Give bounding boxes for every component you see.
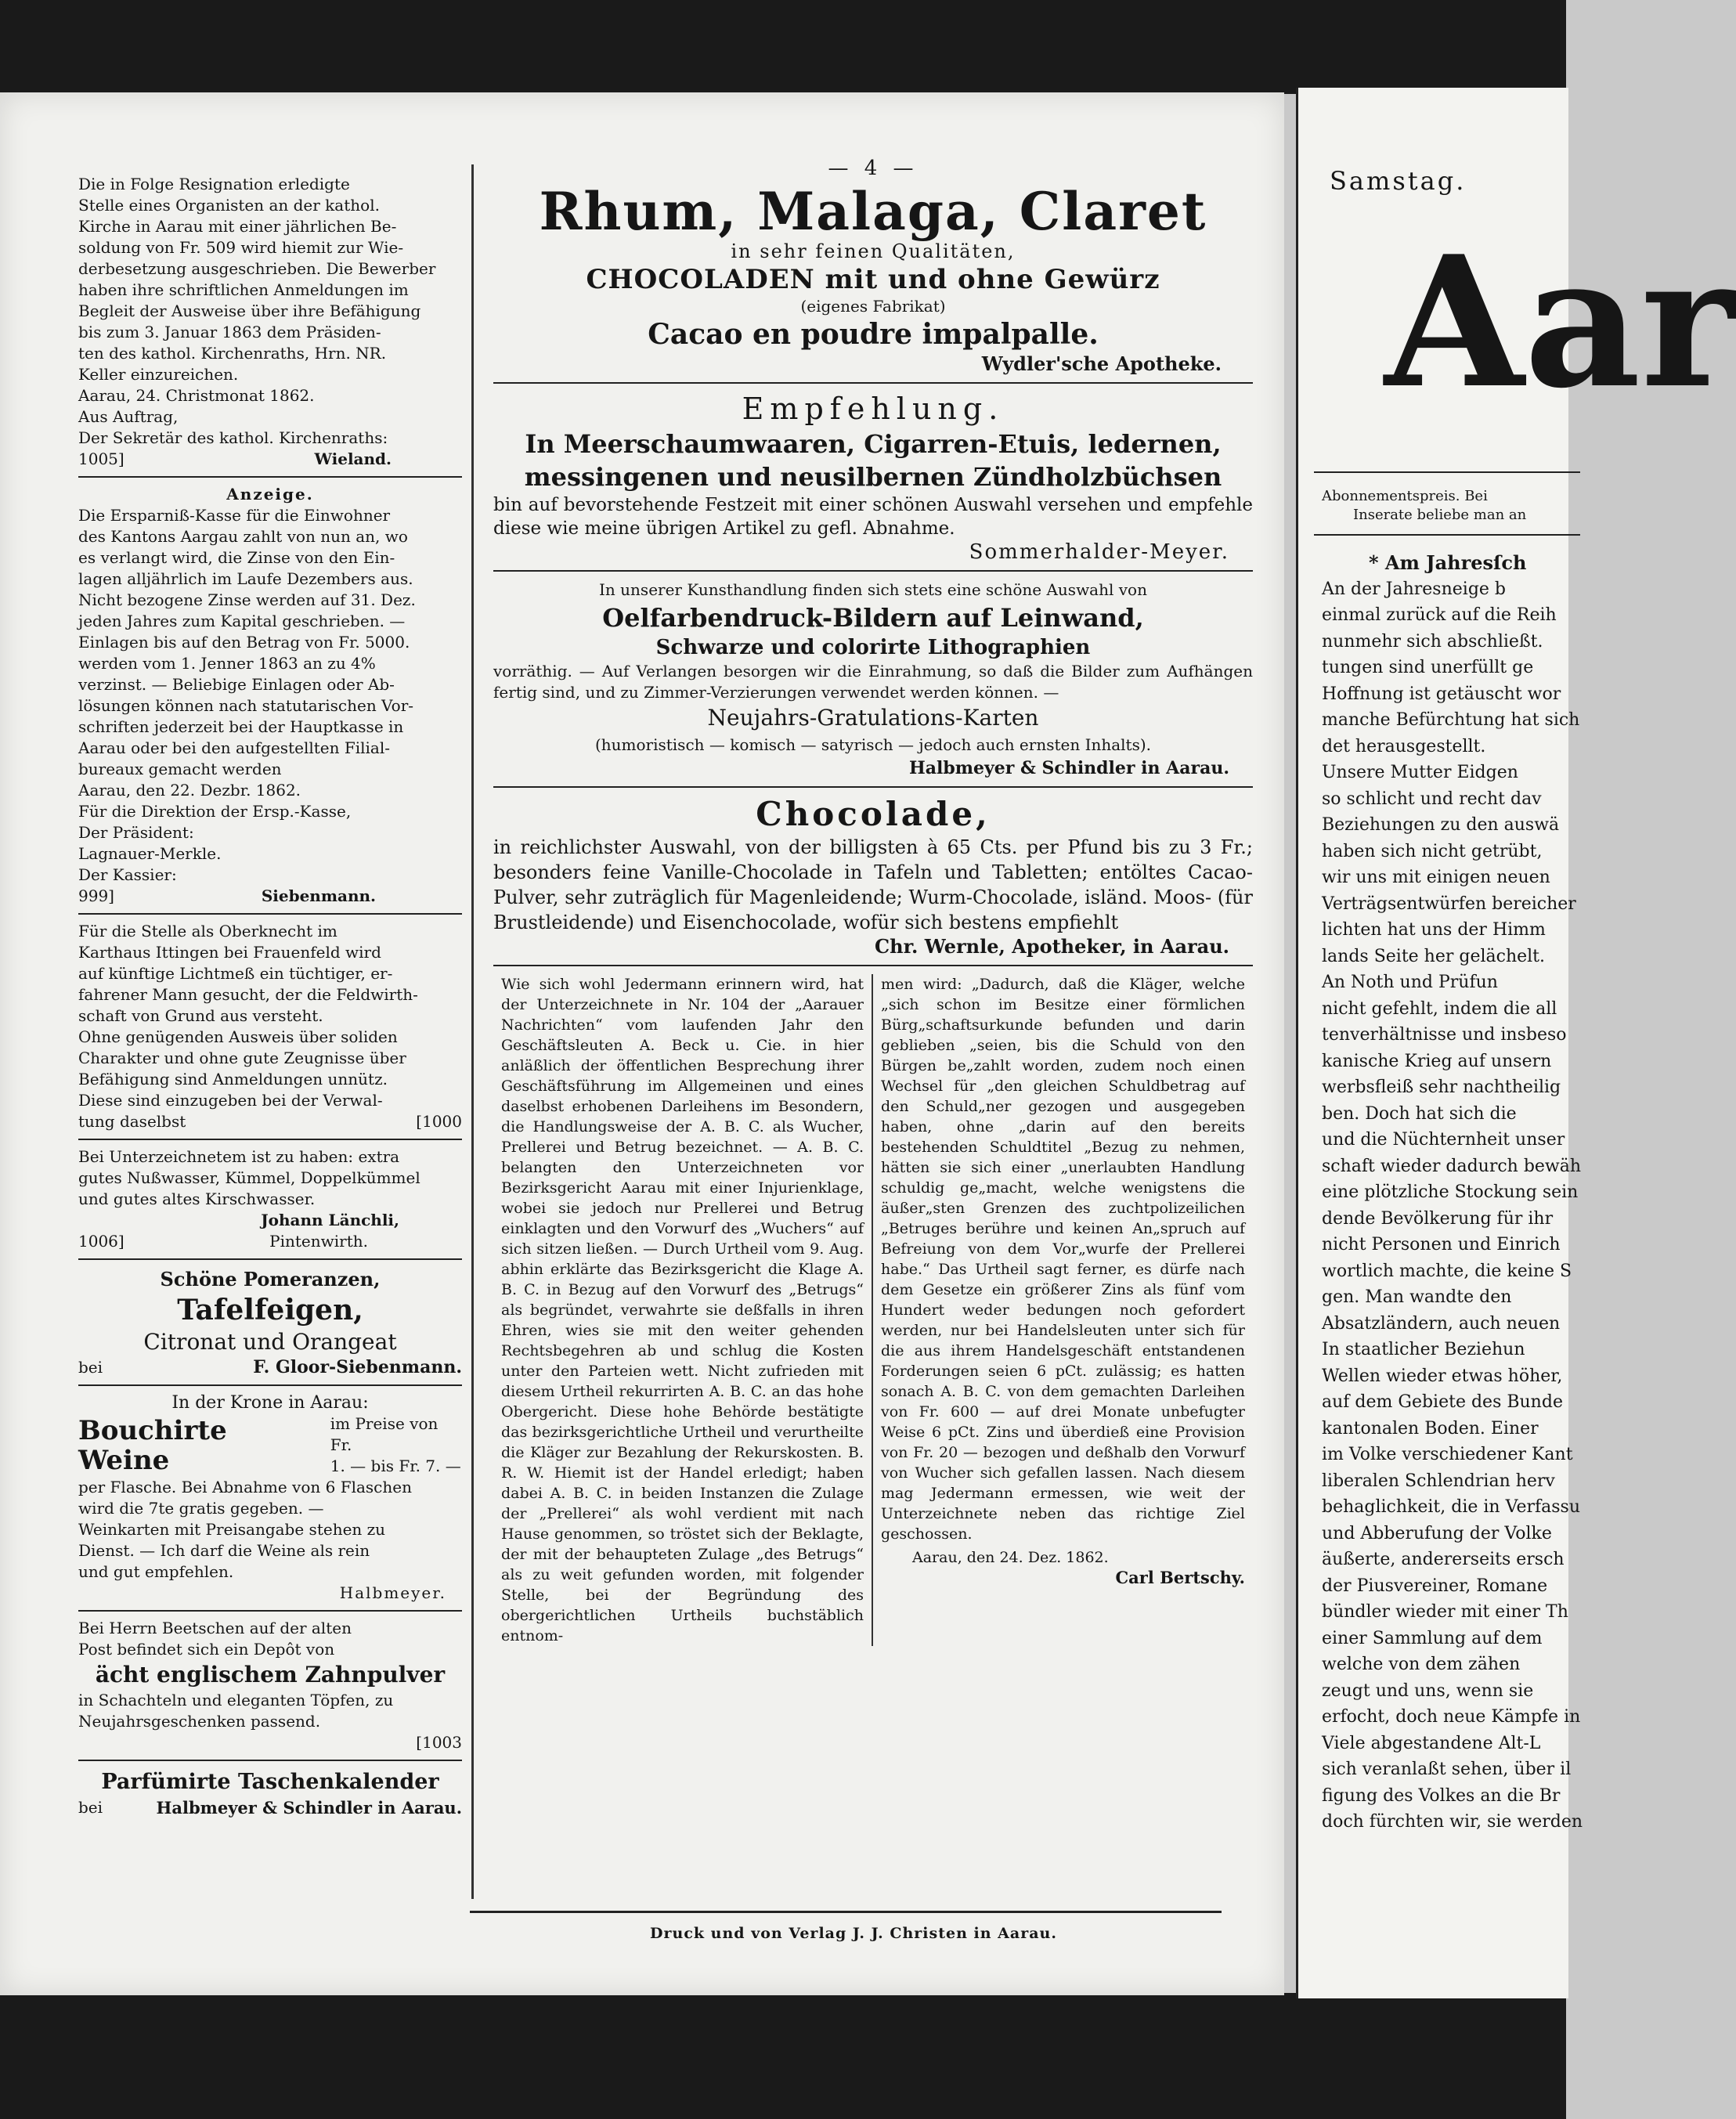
text-line: und gutes altes Kirschwasser. <box>78 1189 316 1208</box>
ad-body: in reichlichster Auswahl, von der billigsten à 65 Cts. per Pfund bis zu 3 Fr.; besonders feine Vanille-Chocolade in Tafeln und Tabletten; entöltes Cacao-Pulver, sehr zuträglich für Magenleidende; Wurm-Chocolade, isländ. Moos- (für Brustleidende) und Eisenchocolade, wofür sich bestens empfiehlt <box>493 836 1253 933</box>
ad-line: (eigenes Fabrikat) <box>800 297 946 316</box>
text-line: Lagnauer-Merkle. <box>78 844 222 863</box>
masthead-rule <box>1314 471 1580 473</box>
text-line: liberalen Schlendrian herv <box>1322 1471 1555 1491</box>
text-line: es verlangt wird, die Zinse von den Ein- <box>78 548 395 567</box>
printer-imprint: Druck und von Verlag J. J. Christen in Aarau. <box>650 1925 1057 1942</box>
ad-headline: messingenen und neusilbernen Zündholzbüchsen <box>524 462 1222 492</box>
text-line: Neujahrsgeschenken passend. <box>78 1712 321 1731</box>
weine-ad <box>78 1392 462 1604</box>
issue-day: Samstag. <box>1330 166 1467 196</box>
statement-date: Aarau, den 24. Dez. 1862. <box>912 1549 1109 1566</box>
article-text <box>1322 576 1588 1836</box>
text-line: manche Befürchtung hat sich <box>1322 710 1580 730</box>
subscription-line: Abonnementspreis. Bei <box>1322 488 1488 504</box>
ad-bei: bei <box>78 1798 103 1817</box>
subscription-line: Inserate beliebe man an <box>1353 507 1527 523</box>
ad-title: Empfehlung. <box>742 392 1005 426</box>
ad-signature: Wieland. <box>314 449 392 468</box>
ersparniss-kasse-text <box>78 505 462 886</box>
text-line: Weinkarten mit Preisangabe stehen zu <box>78 1520 386 1539</box>
text-line: fahrener Mann gesucht, der die Feldwirth- <box>78 985 418 1004</box>
text-line: lands Seite her gelächelt. <box>1322 946 1546 966</box>
text-line: Bei Herrn Beetschen auf der alten <box>78 1619 352 1637</box>
text-line: Für die Direktion der Ersp.-Kasse, <box>78 802 352 821</box>
text-line: jeden Jahres zum Kapital geschrieben. — <box>78 612 406 630</box>
text-line: Aarau oder bei den aufgestellten Filial- <box>78 738 390 757</box>
chocolade-ad <box>493 794 1253 958</box>
text-line: tenverhältnisse und insbeso <box>1322 1025 1567 1045</box>
right-column <box>493 157 1253 1646</box>
text-line: doch fürchten wir, sie werden <box>1322 1812 1583 1832</box>
left-column <box>78 174 462 1821</box>
divider <box>78 1384 462 1386</box>
text-line: äußerte, andererseits ersch <box>1322 1550 1565 1569</box>
text-line: Einlagen bis auf den Betrag von Fr. 5000. <box>78 633 410 652</box>
text-line: Verträgsentwürfen bereicher <box>1322 893 1576 914</box>
ad-line: Citronat und Orangeat <box>143 1329 397 1355</box>
ad-line: CHOCOLADEN mit und ohne Gewürz <box>586 264 1160 295</box>
text-line: erfocht, doch neue Kämpfe in <box>1322 1707 1581 1727</box>
ad-headline: Neujahrs-Gratulations-Karten <box>707 705 1039 731</box>
text-line: Viele abgestandene Alt-L <box>1322 1733 1541 1753</box>
pomeranzen-ad <box>78 1266 462 1378</box>
text-line: Absatzländern, auch neuen <box>1322 1313 1561 1334</box>
kirschwasser-text <box>78 1146 462 1210</box>
divider <box>78 913 462 915</box>
ad-line: In unserer Kunsthandlung finden sich stets eine schöne Auswahl von <box>599 580 1147 599</box>
text-line: soldung von Fr. 509 wird hiemit zur Wie- <box>78 238 404 257</box>
text-line: Der Präsident: <box>78 823 194 842</box>
divider <box>78 1139 462 1140</box>
text-line: Aarau, 24. Christmonat 1862. <box>78 386 315 405</box>
text-line: Karthaus Ittingen bei Frauenfeld wird <box>78 943 381 962</box>
ad-headline: Bouchirte Weine <box>78 1414 227 1476</box>
divider <box>78 476 462 478</box>
ad-line: Schöne Pomeranzen, <box>160 1268 381 1291</box>
statement-left-column: Wie sich wohl Jedermann erinnern wird, hat der Unterzeichnete in Nr. 104 der „Aarauer Nachrichten“ vom laufenden Jahr den Geschäftsleuten A. Beck u. Cie. in hier anläßlich der öffentlichen Besprechung ihrer Geschäftsführung im Allgemeinen und eines daselbst erhobenen Darleihens im Besondern, die Handlungsweise der A. B. C. als Wucher, Prellerei und Betrug bezeichnet. — A. B. C. belangten den Unterzeichneten vor Bezirksgericht Aarau mit einer Injurienklage, wobei sie jedoch nur Prellerei und Betrug einklagten und den Vorwurf des „Wuchers“ auf sich sitzen ließen. — Durch Urtheil vom 9. Aug. abhin erklärte das Bezirksgericht die Klage A. B. C. in Bezug auf den Vorwurf des „Betrugs“ als begründet, verwahrte sie deßfalls in ihren Ehren, wies sie mit den weiter gehenden Rechtsbegehren ab und schlug die Kosten unter den Parteien wett. Nicht zufrieden mit diesem Urtheil rekurrirten A. B. C. an das hohe Obergericht. Diese hohe Behörde bestätigte das bezirksgerichtliche Urtheil und verurtheilte die Kläger zur Bezahlung der Rekurskosten. B. R. W. Hiemit ist der Handel erledigt; haben dabei A. B. C. in beiden Instanzen die Zulage der „Prellerei“ als wohl verdient mit nach Hause genommen, so tröstet sich der Beklagte, der mit der behaupteten Zulage „des Betrugs“ als zu weit gefunden worden, mit folgender Stelle, bei der Begründung des obergerichtlichen Urtheils buchstäblich entnom- <box>493 974 873 1646</box>
empfehlung-ad <box>493 390 1253 564</box>
text-line: haben ihre schriftlichen Anmeldungen im <box>78 280 409 299</box>
text-line: Die in Folge Resignation erledigte <box>78 175 350 193</box>
text-line: des Kantons Aargau zahlt von nun an, wo <box>78 527 408 546</box>
ad-body: bin auf bevorstehende Festzeit mit einer schönen Auswahl versehen und empfehle diese wie meine übrigen Artikel zu gefl. Abnahme. <box>493 495 1253 539</box>
ad-subsignature: Pintenwirth. <box>269 1232 368 1251</box>
statement-signature: Carl Bertschy. <box>1115 1568 1245 1587</box>
text-line: lichten hat uns der Himm <box>1322 920 1546 940</box>
text-line: An der Jahresneige b <box>1322 579 1506 599</box>
bertschy-statement <box>493 974 1253 1646</box>
subscription-rule <box>1314 534 1580 536</box>
text-line: im Volke verschiedener Kant <box>1322 1445 1573 1464</box>
text-line: zeugt und uns, wenn sie <box>1322 1680 1534 1701</box>
kirschwasser-ad <box>78 1146 462 1252</box>
text-line: tungen sind unerfüllt ge <box>1322 658 1534 677</box>
text-line: Für die Stelle als Oberknecht im <box>78 922 337 940</box>
next-page-fragment <box>1296 88 1736 1998</box>
ad-line: In der Krone in Aarau: <box>171 1393 369 1413</box>
ad-headline: Oelfarbendruck-Bildern auf Leinwand, <box>602 603 1144 633</box>
text-line: einmal zurück auf die Reih <box>1322 605 1557 625</box>
text-line: Der Sekretär des kathol. Kirchenraths: <box>78 428 388 447</box>
text-line: nicht Personen und Einrich <box>1322 1235 1561 1254</box>
zahnpulver-text-2 <box>78 1690 462 1732</box>
text-line: auf künftige Lichtmeß ein tüchtiger, er- <box>78 964 393 983</box>
rhum-ad <box>493 183 1253 376</box>
divider <box>78 1258 462 1260</box>
ad-price: im Preise von Fr. <box>330 1414 439 1454</box>
ad-signature: Halbmeyer & Schindler in Aarau. <box>156 1798 462 1818</box>
ad-headline: Rhum, Malaga, Claret <box>539 181 1207 242</box>
divider <box>78 1760 462 1761</box>
ad-price: 1. — bis Fr. 7. — <box>330 1457 461 1475</box>
text-line: Stelle eines Organisten an der kathol. <box>78 196 380 215</box>
text-line: werden vom 1. Jenner 1863 an zu 4% <box>78 654 376 673</box>
text-line: Aus Auftrag, <box>78 407 179 426</box>
text-line: Bei Unterzeichnetem ist zu haben: extra <box>78 1147 400 1166</box>
text-line: gutes Nußwasser, Kümmel, Doppelkümmel <box>78 1168 420 1187</box>
column-divider <box>471 164 474 1899</box>
divider <box>493 570 1253 572</box>
text-line: Befähigung sind Anmeldungen unnütz. <box>78 1070 388 1088</box>
ad-signature: Sommerhalder-Meyer. <box>969 540 1229 564</box>
text-line: Die Ersparniß-Kasse für die Einwohner <box>78 506 391 525</box>
ad-body: vorräthig. — Auf Verlangen besorgen wir die Einrahmung, so daß die Bilder zum Aufhängen fertig sind, und zu Zimmer-Verzierungen verwendet werden können. — <box>493 662 1253 702</box>
kunsthandlung-ad <box>493 578 1253 780</box>
text-line: In staatlicher Beziehun <box>1322 1340 1525 1359</box>
text-line: Begleit der Ausweise über ihre Befähigung <box>78 301 421 320</box>
text-line: in Schachteln und eleganten Töpfen, zu <box>78 1691 394 1709</box>
text-line: lagen alljährlich im Laufe Dezembers aus. <box>78 569 413 588</box>
ad-number: 1006] <box>78 1232 125 1251</box>
text-line: einer Sammlung auf dem <box>1322 1628 1543 1648</box>
page-number: — 4 — <box>828 157 919 180</box>
statement-right-column: men wird: „Dadurch, daß die Kläger, welche „sich schon im Besitze einer förmlichen Bürg„schaftsurkunde befunden und darin geblieben „seien, bis die Schuld von den Bürgen be„zahlt worden, zudem noch einen Wechsel für „den gleichen Schuldbetrag auf den Schuld„ner gezogen und ausgegeben haben, ohne „darin auf den bereits bestehenden Schuldtitel „Bezug zu nehmen, hätten sie sich einer „unerlaubten Handlung schuldig ge„macht, welche wenigstens die äußer„sten Grenzen des zuchtpolizeilichen „Betruges berühre und keinen An„spruch auf Befreiung von dem Vor„wurfe der Prellerei habe.“ Das Urtheil sagt ferner, es dürfe nach dem Gesetze ein größerer Zins als fünf vom Hundert weder bedungen noch gefordert werden, nur bei Handelsleuten unter sich für die aus ihrem Handelsgeschäft entstandenen Forderungen seien 6 pCt. zulässig; es hatten sonach A. B. C. von dem gemachten Darleihen von Fr. 600 — auf drei Monate unbefugter Weise 6 pCt. Zins und überdieß eine Provision von Fr. 20 — bezogen und deßhalb den Vorwurf von Wucher sich gefallen lassen. Nach diesem mag Jedermann ermessen, wie weit der Unterzeichnete neben das richtige Ziel geschossen. <box>881 976 1245 1543</box>
text-line: per Flasche. Bei Abnahme von 6 Flaschen <box>78 1478 412 1496</box>
ad-number: [1003 <box>416 1733 462 1752</box>
text-line: Kirche in Aarau mit einer jährlichen Be- <box>78 217 397 236</box>
ad-signature: Halbmeyer & Schindler in Aarau. <box>908 758 1229 778</box>
oberknecht-ad <box>78 921 462 1132</box>
text-line: bureaux gemacht werden <box>78 760 282 778</box>
ad-bei: bei <box>78 1358 103 1377</box>
text-line: nunmehr sich abschließt. <box>1322 631 1543 652</box>
ad-headline: In Meerschaumwaaren, Cigarren-Etuis, ledernen, <box>525 429 1222 459</box>
text-line: sich veranlaßt sehen, über il <box>1322 1760 1572 1779</box>
weine-text <box>78 1477 462 1583</box>
text-line: Hoffnung ist getäuscht wor <box>1322 684 1561 704</box>
text-line: eine plötzliche Stockung sein <box>1322 1182 1579 1202</box>
ad-signature: F. Gloor-Siebenmann. <box>253 1357 462 1377</box>
ad-title: Chocolade, <box>756 795 991 833</box>
organist-ad-text <box>78 174 462 449</box>
text-line: An Noth und Prüfun <box>1322 973 1498 992</box>
text-line: wird die 7te gratis gegeben. — <box>78 1499 324 1518</box>
text-line: Charakter und ohne gute Zeugnisse über <box>78 1049 406 1067</box>
text-line: Dienst. — Ich darf die Weine als rein <box>78 1541 370 1560</box>
text-line: wortlich machte, die keine S <box>1322 1261 1572 1281</box>
ersparniss-kasse-ad <box>78 484 462 907</box>
text-line: lösungen können nach statutarischen Vor- <box>78 696 414 715</box>
ad-line: (humoristisch — komisch — satyrisch — jedoch auch ernsten Inhalts). <box>594 735 1152 754</box>
text-line: Diese sind einzugeben bei der Verwal- <box>78 1091 383 1110</box>
taschenkalender-ad <box>78 1767 462 1818</box>
text-line: schaft wieder dadurch bewäh <box>1322 1156 1582 1176</box>
text-line: schriften jederzeit bei der Hauptkasse in <box>78 717 404 736</box>
text-line: derbesetzung ausgeschrieben. Die Bewerber <box>78 259 436 278</box>
article-heading: * Am Jahresſch <box>1369 551 1527 574</box>
ad-line: in sehr feinen Qualitäten, <box>731 240 1016 262</box>
ad-headline: Schwarze und colorirte Lithographien <box>655 636 1091 659</box>
text-line: bündler wieder mit einer Th <box>1322 1602 1568 1622</box>
ad-signature: Halbmeyer. <box>339 1583 446 1602</box>
ad-headline: Parfümirte Taschenkalender <box>101 1770 439 1794</box>
text-line: welche von dem zähen <box>1322 1655 1521 1674</box>
ad-number: 999] <box>78 886 114 905</box>
text-line: bis zum 3. Januar 1863 dem Präsiden- <box>78 323 381 341</box>
text-line: der Piusvereiner, Romane <box>1322 1576 1548 1596</box>
text-line: nicht gefehlt, indem die all <box>1322 998 1557 1019</box>
organist-ad <box>78 174 462 470</box>
ad-number: 1005] <box>78 449 125 468</box>
ad-signature: Chr. Wernle, Apotheker, in Aarau. <box>875 935 1229 958</box>
text-line: kanische Krieg auf unsern <box>1322 1051 1552 1071</box>
ad-headline: ächt englischem Zahnpulver <box>95 1662 446 1688</box>
text-line: det herausgestellt. <box>1322 736 1486 756</box>
text-line: kantonalen Boden. Einer <box>1322 1418 1539 1439</box>
text-line: und Abberufung der Volke <box>1322 1523 1552 1543</box>
text-line: Wellen wieder etwas höher, <box>1322 1366 1563 1386</box>
text-line: Unsere Mutter Eidgen <box>1322 763 1518 782</box>
oberknecht-text <box>78 921 462 1111</box>
text-line: dende Bevölkerung für ihr <box>1322 1208 1554 1229</box>
divider <box>493 382 1253 384</box>
text-line: wir uns mit einigen neuen <box>1322 868 1550 887</box>
zahnpulver-ad <box>78 1618 462 1753</box>
text-line: und die Nüchternheit unser <box>1322 1130 1565 1150</box>
divider <box>493 786 1253 788</box>
text-line: schaft von Grund aus versteht. <box>78 1006 323 1025</box>
footer-rule <box>470 1911 1222 1913</box>
divider <box>493 965 1253 966</box>
text-line: Ohne genügenden Ausweis über soliden <box>78 1027 398 1046</box>
text-line: Keller einzureichen. <box>78 365 239 384</box>
ad-signature: Johann Länchli, <box>261 1211 399 1229</box>
text-line: gen. Man wandte den <box>1322 1287 1512 1307</box>
ad-title: Anzeige. <box>226 485 314 504</box>
scan-top-border <box>0 0 1566 94</box>
ad-headline: Tafelfeigen, <box>177 1294 363 1327</box>
text-line: werbsfleiß sehr nachtheilig <box>1322 1078 1561 1097</box>
ad-line: Cacao en poudre impalpalle. <box>648 318 1099 351</box>
text-line: und gut empfehlen. <box>78 1562 234 1581</box>
text-line: Post befindet sich ein Depôt von <box>78 1640 335 1659</box>
text-line: verzinst. — Beliebige Einlagen oder Ab- <box>78 675 395 694</box>
text-line: so schlicht und recht dav <box>1322 789 1542 809</box>
text-line: figung des Volkes an die Br <box>1322 1785 1561 1806</box>
masthead: Aar <box>1384 217 1736 428</box>
divider <box>78 1610 462 1612</box>
ad-signature: Siebenmann. <box>261 886 376 905</box>
text-line: ben. Doch hat sich die <box>1322 1103 1517 1124</box>
scan-bottom-border <box>0 1993 1566 2119</box>
text-line: auf dem Gebiete des Bunde <box>1322 1392 1563 1412</box>
ad-text-last: tung daselbst <box>78 1112 186 1131</box>
text-line: behaglichkeit, die in Verfassu <box>1322 1497 1580 1517</box>
zahnpulver-text <box>78 1618 462 1660</box>
text-line: Beziehungen zu den auswä <box>1322 815 1560 835</box>
text-line: Aarau, den 22. Dezbr. 1862. <box>78 781 301 800</box>
text-line: Nicht bezogene Zinse werden auf 31. Dez. <box>78 590 416 609</box>
ad-number: [1000 <box>416 1112 462 1131</box>
text-line: ten des kathol. Kirchenraths, Hrn. NR. <box>78 344 387 363</box>
text-line: Der Kassier: <box>78 865 177 884</box>
ad-signature: Wydler'sche Apotheke. <box>981 352 1222 375</box>
text-line: haben sich nicht getrübt, <box>1322 841 1543 861</box>
